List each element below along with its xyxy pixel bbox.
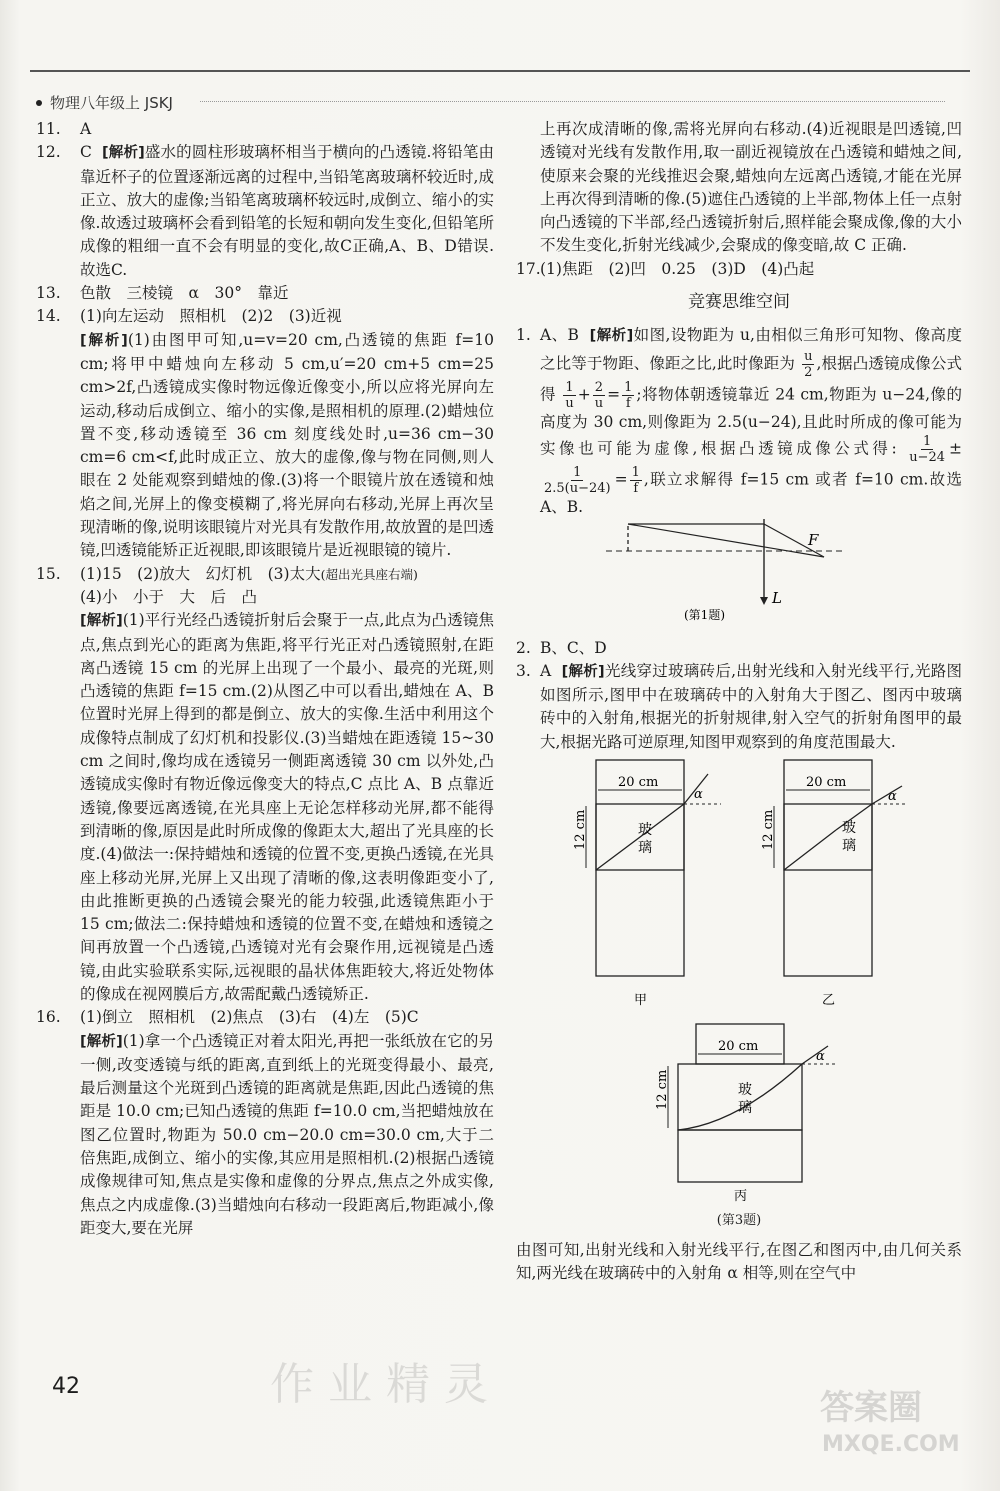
competition-2 <box>516 637 962 660</box>
answer-11 <box>36 118 494 141</box>
height-label: 12 cm <box>655 1069 670 1111</box>
brick-bottom <box>678 1130 802 1182</box>
angle-alpha: α <box>694 787 703 803</box>
plus-minus: ± <box>949 439 962 458</box>
analysis-16-continued: 上再次成清晰的像,需将光屏向右移动.(4)近视眼是凹透镜,凹透镜对光线有发散作用,取一副近视镜放在凸透镜和蜡烛之间,使原来会聚的光线推迟会聚,蜡烛向左远离凸透镜,才能在光屏上再次得到清晰的像.(5)遮住凸透镜的上半部,物体上任一点射向凸透镜的下半部,经凸透镜折射后,照样能会聚成像,像的大小不发生变化,折射光线减少,会聚成的像变暗,故 C 正确. <box>540 120 962 255</box>
stamp-url: MXQE.COM <box>822 1432 960 1457</box>
competition-1-body: A、B [解析]如图,设物距为 u,由相似三角形可知物、像高度之比等于物距、像距之比,此时像距为 $\frac{u}{2}$ ,根据凸透镜成像公式得 $\frac{1}{u}$ + $\frac{2}{u}$ = $\frac{1}{f}$ ;将物体朝透镜靠近 24 cm,物距为 u−24,像的高度为 30 cm,则像距为 2.5(u−24),且此时所成的像可能为实像也可能为虚像,根据凸透镜成像公式得: $\frac{1}{u-24}$ ± $\frac{1}{2.5(u-24)}$ = $\frac{1}{f}$ ,联立求解得 f=15 cm 或者 f=10 cm.故选 A、B. <box>540 326 962 516</box>
analysis-label: [解析] <box>589 328 634 345</box>
page-header <box>36 92 173 113</box>
answer-text: (1)焦距 (2)凹 0.25 (3)D (4)凸起 <box>540 259 815 278</box>
width-label: 20 cm <box>806 775 847 791</box>
answer-choice: A、B <box>540 326 579 345</box>
numerator: 1 <box>573 464 582 480</box>
numerator: 1 <box>624 379 633 395</box>
figure-caption: (第1题) <box>684 608 725 623</box>
denominator: u <box>594 395 604 411</box>
denominator: u−24 <box>909 449 945 465</box>
glass-label-top: 玻 <box>842 820 856 837</box>
answer-number: 15. <box>36 564 61 583</box>
width-label: 20 cm <box>618 775 659 791</box>
competition-3-body <box>540 660 962 754</box>
analysis-14 <box>36 329 494 563</box>
section-title: 竞赛思维空间 <box>688 292 790 313</box>
header-title: 物理八年级上 JSKJ <box>50 94 173 112</box>
fraction <box>542 465 613 496</box>
figure-label: 乙 <box>822 993 836 1009</box>
answer-text: (1)向左运动 照相机 (2)2 (3)近视 <box>80 307 342 326</box>
glass-label-bottom: 璃 <box>738 1100 752 1117</box>
numerator: 2 <box>594 379 604 395</box>
answer-number: 17. <box>516 259 541 278</box>
figure-bing <box>655 1024 838 1202</box>
answer-note: (超出光具座右端) <box>320 566 418 582</box>
width-label: 20 cm <box>718 1039 759 1055</box>
glass-label-bottom: 璃 <box>842 838 856 855</box>
denominator: f <box>633 480 639 496</box>
answer-text: 色散 三棱镜 α 30° 靠近 <box>80 284 289 303</box>
analysis-text: (1)拿一个凸透镜正对着太阳光,再把一张纸放在它的另一侧,改变透镜与纸的距离,直到纸上的光斑变得最小、最亮,最后测量这个光斑到凸透镜的距离就是焦距,因此凸透镜的焦距是 10.0 cm;已知凸透镜的焦距 f=10.0 cm,当把蜡烛放在图乙位置时,物距为 50.0 cm−20.0 cm=30.0 cm,大于二倍焦距,成倒立、缩小的实像,其应用是照相机.(2)根据凸透镜成像规律可知,焦点是实像和虚像的分界点,焦点之外成实像,焦点之内成虚像.(3)当蜡烛向右移动一段距离后,物距减小,像距变大,要在光屏 <box>80 1031 494 1237</box>
fraction <box>907 434 947 465</box>
numerator: 1 <box>631 464 640 480</box>
analysis-text: 如图,设物距为 u,由相似三角形可知物、像高度之比等于物距、像距之比,此时像距为 <box>540 326 962 373</box>
answer-number: 13. <box>36 284 61 303</box>
analysis-16 <box>36 1030 494 1241</box>
analysis-label: [解析] <box>102 145 145 162</box>
denominator: 2.5(u−24) <box>544 480 611 496</box>
denominator: u <box>565 395 574 411</box>
answer-14 <box>36 305 494 328</box>
fraction <box>630 465 642 496</box>
answer-15 <box>36 563 494 586</box>
page-number: 42 <box>52 1374 80 1399</box>
top-rule <box>30 70 970 72</box>
denominator: f <box>625 395 631 411</box>
analysis-label: [解析] <box>80 332 128 349</box>
figure-caption: (第3题) <box>716 1213 762 1229</box>
numerator: 1 <box>565 379 574 395</box>
answer-number: 14. <box>36 307 61 326</box>
analysis-text: ,根据凸透镜成像公式得 <box>540 354 962 404</box>
fraction <box>622 380 634 411</box>
figure-label: 甲 <box>634 993 648 1009</box>
lens-ray-diagram <box>516 519 962 629</box>
answer-text-line2: (4)小 小于 大 后 凸 <box>80 587 257 606</box>
answer-number: 3. <box>516 661 531 680</box>
answer-text: (1)倒立 照相机 (2)焦点 (3)右 (4)左 (5)C <box>80 1008 419 1027</box>
glass-brick-diagrams <box>516 754 962 1202</box>
watermark: 作业精灵 <box>270 1359 502 1410</box>
angle-alpha: α <box>888 789 897 805</box>
answer-13 <box>36 282 494 305</box>
answer-choice: C <box>80 143 92 162</box>
answer-choice: A <box>540 661 552 680</box>
answer-number: 12. <box>36 143 61 162</box>
answer-17 <box>516 258 962 281</box>
glass-label-top: 玻 <box>638 822 652 839</box>
figure-jia <box>573 760 721 1008</box>
right-column <box>516 118 962 1285</box>
analysis-text: 光线穿过玻璃砖后,出射光线和入射光线平行,光路图如图所示,图甲中在玻璃砖中的入射角大于图乙、图丙中玻璃砖中的入射角,根据光的折射规律,射入空气的折射角图甲的最大,根据光路可逆原理,知图甲观察到的角度范围最大. <box>540 661 962 751</box>
figure-label: 丙 <box>734 1189 748 1203</box>
analysis-text: 盛水的圆柱形玻璃杯相当于横向的凸透镜.将铅笔由靠近杯子的位置逐渐远离的过程中,当铅笔离玻璃杯较近时,成正立、放大的虚像;当铅笔离玻璃杯较远时,成倒立、缩小的实像.故透过玻璃杯会看到铅笔的长短和朝向发生变化,但铅笔所成像的粗细一直不会有明显的变化,故C正确,A、B、D错误.故选C. <box>80 143 495 279</box>
answer-16 <box>36 1006 494 1029</box>
analysis-text: (1)平行光经凸透镜折射后会聚于一点,此点为凸透镜焦点,焦点到光心的距离为焦距,将平行光正对凸透镜照射,在距离凸透镜 15 cm 的光屏上出现了一个最小、最亮的光斑,则凸透镜的焦距 f=15 cm.(2)从图乙中可以看出,蜡烛在 A、B 位置时光屏上得到的都是倒立、放大的实像.生活中利用这个成像特点制成了幻灯机和投影仪.(3)当蜡烛在距透镜 15~30 cm 之间时,像均成在透镜另一侧距离透镜 30 cm 以外处,凸透镜成实像时有物近像远像变大的特点,C 点比 A、B 点靠近透镜,像要远离透镜,在光具座上无论怎样移动光屏,都不能得到清晰的像,原因是此时所成像的像距太大,超出了光具座的长度.(4)做法一:保持蜡烛和透镜的位置不变,更换凸透镜,在光具座上移动光屏,光屏上又出现了清晰的像,这表明像距变小了,由此推断更换的凸透镜会聚光的能力较强,此透镜焦距小于 15 cm;做法二:保持蜡烛和透镜的位置不变,在蜡烛和透镜之间再放置一个凸透镜,凸透镜对光有会聚作用,远视镜是凸透镜,由此实验联系实际,远视眼的晶状体焦距较大,将近处物体的像成在视网膜后方,故需配戴凸透镜矫正. <box>80 611 494 1003</box>
lens-arrow-icon <box>760 597 768 605</box>
height-label: 12 cm <box>761 809 776 851</box>
header-divider <box>200 101 945 102</box>
analysis-label: [解析] <box>80 1033 123 1050</box>
answer-number: 11. <box>36 120 61 138</box>
fraction <box>563 380 575 411</box>
numerator: u <box>804 348 813 364</box>
analysis-text: ;将物体朝透镜靠近 24 cm,物距为 u−24,像的高度为 30 cm,则像距为 2.5(u−24),且此时所成的像可能为实像也可能为虚像,根据凸透镜成像公式得: <box>540 385 962 458</box>
answer-body <box>80 563 494 586</box>
numerator: 1 <box>922 433 932 449</box>
fraction <box>593 380 605 411</box>
glass-label-bottom: 璃 <box>638 840 652 857</box>
analysis-3-continued: 由图可知,出射光线和入射光线平行,在图乙和图丙中,由几何关系知,两光线在玻璃砖中的入射角 α 相等,则在空气中 <box>516 1240 962 1282</box>
answer-number: 2. <box>516 638 531 657</box>
label-L: L <box>772 589 782 608</box>
analysis-label: [解析] <box>80 613 123 630</box>
analysis-text: (1)由图甲可知,u=v=20 cm,凸透镜的焦距 f=10 cm;将甲中蜡烛向左移动 5 cm,u′=20 cm+5 cm=25 cm>2f,凸透镜成实像时物远像近像变小,所以应将光屏向左运动,移动后成倒立、缩小的实像,是照相机的原理.(2)蜡烛位置不变,移动透镜至 36 cm 刻度线处时,u=36 cm−30 cm=6 cm<f,此时成正立、放大的虚像,像与物在同侧,则人眼在 2 处能观察到蜡烛的像.(3)将一个眼镜片放在透镜和烛焰之间,光屏上的像变模糊了,将光屏向右移动,光屏上再次呈现清晰的像,说明该眼镜片对光具有发散作用,故放置的是凹透镜,凹透镜能矫正近视眼,即该眼镜片是近视眼镜的镜片. <box>80 330 494 560</box>
fraction <box>802 349 814 380</box>
answer-body <box>80 141 494 282</box>
competition-1 <box>516 324 962 519</box>
bullet-icon <box>36 100 42 106</box>
analysis-text: ,联立求解得 f=15 cm 或者 f=10 cm.故选 A、B. <box>540 470 962 516</box>
figure-yi <box>761 760 908 1008</box>
glass-label-top: 玻 <box>738 1082 752 1099</box>
height-label: 12 cm <box>573 809 588 851</box>
answer-text: (1)15 (2)放大 幻灯机 (3)太大 <box>80 564 321 583</box>
left-column <box>36 118 494 1240</box>
label-F: F <box>808 531 819 550</box>
brick-outline <box>784 760 872 976</box>
analysis-15 <box>36 609 494 1006</box>
brick-outline <box>596 760 684 976</box>
competition-3 <box>516 660 962 754</box>
light-ray-out <box>872 786 902 804</box>
answer-number: 16. <box>36 1008 61 1027</box>
angle-alpha: α <box>816 1049 825 1065</box>
answer-text: B、C、D <box>540 638 607 657</box>
analysis-label: [解析] <box>561 663 605 680</box>
denominator: 2 <box>804 364 813 380</box>
light-ray-in-glass <box>784 830 836 870</box>
answer-12 <box>36 141 494 282</box>
answer-number: 1. <box>516 326 531 345</box>
stamp-logo: 答案圈 <box>820 1388 922 1428</box>
answer-text: A <box>80 120 92 138</box>
